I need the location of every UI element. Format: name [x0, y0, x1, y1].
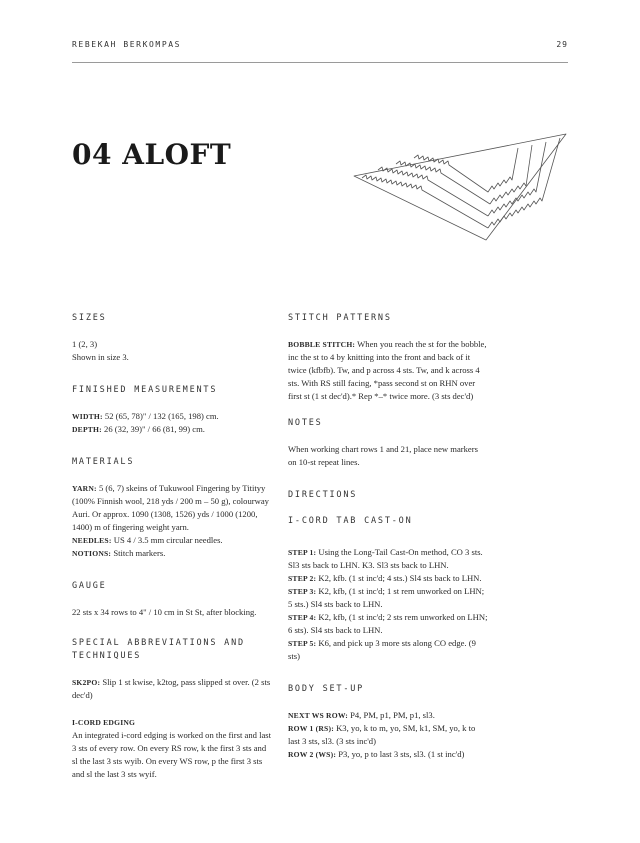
needles-value: US 4 / 3.5 mm circular needles.	[113, 535, 223, 545]
step-1-label: STEP 1:	[288, 548, 317, 557]
step-3-label: STEP 3:	[288, 587, 317, 596]
stitch-patterns-heading: STITCH PATTERNS	[288, 313, 392, 323]
step-1-text: Using the Long-Tail Cast-On method, CO 3 sts. Sl3 sts back to LHN. K3. Sl3 sts back to LHN.	[288, 547, 483, 570]
notes-text: When working chart rows 1 and 21, place new markers on 10-st repeat lines.	[288, 444, 478, 467]
step-4-label: STEP 4:	[288, 613, 317, 622]
yarn-label: YARN:	[72, 484, 97, 493]
gauge-text: 22 sts x 34 rows to 4" / 10 cm in St St, after blocking.	[72, 607, 257, 617]
needles-label: NEEDLES:	[72, 536, 112, 545]
running-header	[72, 40, 568, 54]
shawl-zigzag-3	[396, 161, 490, 204]
icord-edging-value: An integrated i-cord edging is worked on the first and last 3 sts of every row. On every RS row, k the first 3 sts and sl the last 3 sts wyib. On every WS row, p the first 3 sts and sl the last 3 sts wyif.	[72, 730, 272, 779]
row-1-text: K3, yo, k to m, yo, SM, k1, SM, yo, k to last 3 sts, sl3. (3 sts inc'd)	[288, 723, 476, 746]
gauge-heading: GAUGE	[72, 581, 107, 591]
right-column	[288, 312, 488, 775]
next-ws-row-text: P4, PM, p1, PM, p1, sl3.	[350, 710, 435, 720]
body-setup-heading: BODY SET-UP	[288, 684, 365, 694]
depth-value: 26 (32, 39)" / 66 (81, 99) cm.	[104, 424, 205, 434]
shawl-outline	[354, 134, 566, 240]
bobble-stitch-value: When you reach the st for the bobble, inc the st to 4 by knitting into the front and back of it twice (kfbfb). Tw, and p across 4 sts. Tw, and k across 4 sts. With RS still facing, *pass second st on RHN over first st (1 st dec'd).* Rep *–* twice more. (3 sts dec'd)	[288, 339, 487, 401]
page-number: 29	[556, 40, 568, 49]
sizes-shown: Shown in size 3.	[72, 352, 129, 362]
step-4-text: K2, kfb, (1 st inc'd; 2 sts rem unworked on LHN; 6 sts). Sl4 sts back to LHN.	[288, 612, 488, 635]
materials-heading: MATERIALS	[72, 457, 135, 467]
directions-heading: DIRECTIONS	[288, 490, 358, 500]
row-2-text: P3, yo, p to last 3 sts, sl3. (1 st inc'd)	[338, 749, 465, 759]
step-2-label: STEP 2:	[288, 574, 317, 583]
sizes-text	[72, 338, 272, 364]
sk2po-value: Slip 1 st kwise, k2tog, pass slipped st over. (2 sts dec'd)	[72, 677, 271, 700]
yarn-value: 5 (6, 7) skeins of Tukuwool Fingering by Titityy (100% Finnish wool, 218 yds / 200 m – 50 g), colourway Auri. Or approx. 1090 (1308, 1526) yds / 1000 (1200, 1400) m of fingering weight yarn.	[72, 483, 269, 532]
body-setup-rows	[288, 709, 488, 761]
bobble-stitch-text	[288, 338, 488, 403]
step-5-text: K6, and pick up 3 more sts along CO edge. (9 sts)	[288, 638, 476, 661]
width-value: 52 (65, 78)" / 132 (165, 198) cm.	[104, 411, 219, 421]
row-2-label: ROW 2 (WS):	[288, 750, 337, 759]
pattern-title: 04 ALOFT	[72, 138, 232, 171]
notions-value: Stitch markers.	[113, 548, 166, 558]
shawl-zigzag-7	[414, 148, 518, 192]
header-divider	[72, 62, 568, 63]
next-ws-row-label: NEXT WS ROW:	[288, 711, 348, 720]
step-3-text: K2, kfb, (1 st inc'd; 1 st rem unworked on LHN; 5 sts.) Sl4 sts back to LHN.	[288, 586, 485, 609]
special-abbreviations-heading: SPECIAL ABBREVIATIONS AND TECHNIQUES	[72, 638, 245, 661]
row-1-label: ROW 1 (RS):	[288, 724, 334, 733]
notions-label: NOTIONS:	[72, 549, 112, 558]
shawl-illustration	[348, 128, 570, 246]
icord-edging-text	[72, 716, 272, 781]
sk2po-label: SK2PO:	[72, 678, 101, 687]
materials-text	[72, 482, 272, 560]
sizes-heading: SIZES	[72, 313, 107, 323]
notes-heading: NOTES	[288, 418, 323, 428]
finished-measurements-text	[72, 410, 272, 436]
shawl-zigzag-1	[362, 175, 488, 228]
depth-label: DEPTH:	[72, 425, 102, 434]
sk2po-text	[72, 676, 272, 702]
icord-tab-cast-on-heading: I-CORD TAB CAST-ON	[288, 516, 413, 526]
shawl-zigzag-2	[378, 167, 488, 216]
author-name: REBEKAH BERKOMPAS	[72, 40, 182, 49]
bobble-stitch-label: BOBBLE STITCH:	[288, 340, 356, 349]
left-column	[72, 312, 272, 795]
step-2-text: K2, kfb. (1 st inc'd; 4 sts.) Sl4 sts back to LHN.	[318, 573, 482, 583]
cast-on-steps	[288, 546, 488, 663]
width-label: WIDTH:	[72, 412, 103, 421]
sizes-values: 1 (2, 3)	[72, 339, 98, 349]
step-5-label: STEP 5:	[288, 639, 317, 648]
finished-measurements-heading: FINISHED MEASUREMENTS	[72, 385, 218, 395]
icord-edging-label: I-CORD EDGING	[72, 718, 136, 727]
